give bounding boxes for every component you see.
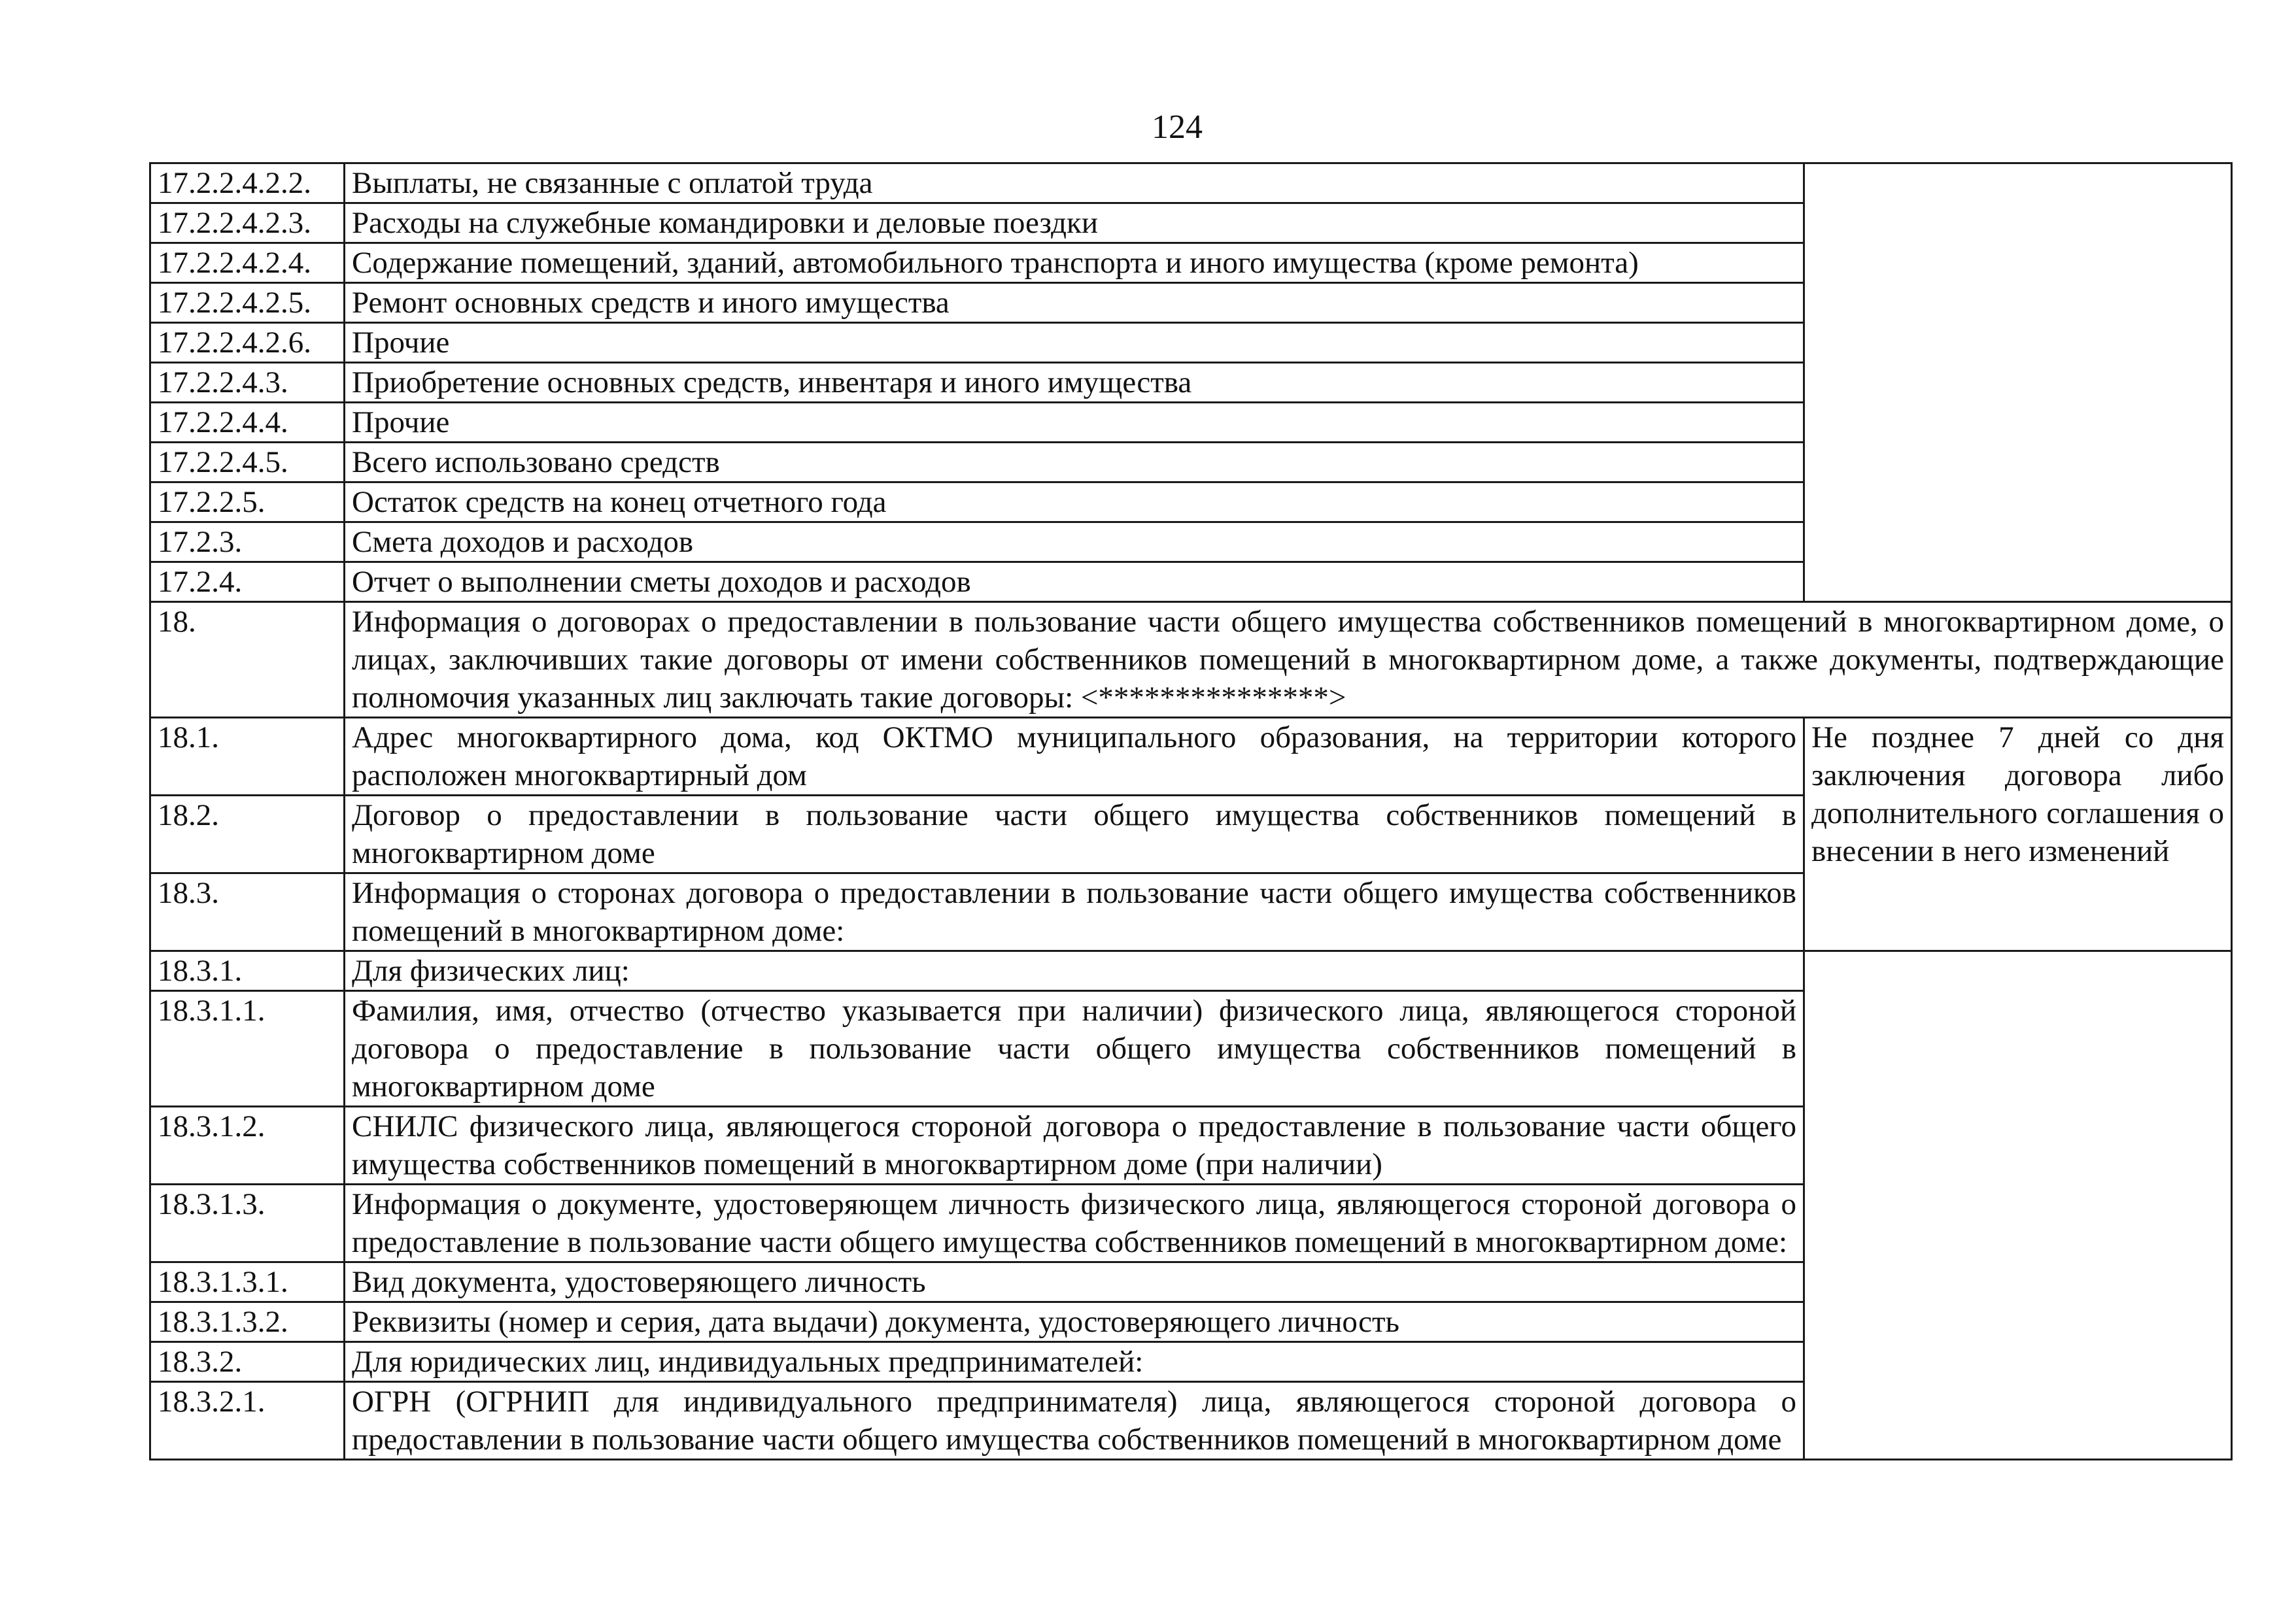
row-text: Прочие [345, 403, 1804, 443]
row-number: 17.2.2.5. [150, 482, 345, 522]
table-row [150, 951, 2232, 991]
row-number: 18.3.1.3.2. [150, 1302, 345, 1342]
term-cell-continuation [1804, 951, 2232, 1460]
row-number: 18.3.2.1. [150, 1382, 345, 1460]
row-text: Вид документа, удостоверяющего личность [345, 1262, 1804, 1302]
row-text: Остаток средств на конец отчетного года [345, 482, 1804, 522]
row-text: Прочие [345, 323, 1804, 363]
section-title: Информация о договорах о предоставлении в пользование части общего имущества собственников помещений в многоквартирном доме, о лицах, заключивших такие договоры от имени собственников помещений в многоквартирном доме, а также документы, подтверждающие полномочия указанных лиц заключать такие договоры: <***************> [345, 602, 2232, 718]
row-number: 18.3.1.2. [150, 1107, 345, 1185]
section-number: 18. [150, 602, 345, 718]
row-text: Информация о сторонах договора о предоставлении в пользование части общего имущества собственников помещений в многоквартирном доме: [345, 873, 1804, 951]
disclosure-table [149, 162, 2233, 1460]
row-number: 17.2.2.4.2.5. [150, 283, 345, 323]
row-text: Для физических лиц: [345, 951, 1804, 991]
row-text: Договор о предоставлении в пользование части общего имущества собственников помещений в многоквартирном доме [345, 796, 1804, 873]
row-text: Реквизиты (номер и серия, дата выдачи) документа, удостоверяющего личность [345, 1302, 1804, 1342]
row-text: Ремонт основных средств и иного имущества [345, 283, 1804, 323]
row-text: ОГРН (ОГРНИП для индивидуального предпринимателя) лица, являющегося стороной договора о предоставлении в пользование части общего имущества собственников помещений в многоквартирном доме [345, 1382, 1804, 1460]
row-text: Выплаты, не связанные с оплатой труда [345, 163, 1804, 203]
row-number: 18.3.1. [150, 951, 345, 991]
row-number: 17.2.2.4.2.3. [150, 203, 345, 243]
row-number: 17.2.2.4.3. [150, 363, 345, 403]
row-text: Смета доходов и расходов [345, 522, 1804, 562]
term-cell: Не позднее 7 дней со дня заключения договора либо дополнительного соглашения о внесении в него изменений [1804, 718, 2232, 951]
row-number: 18.3. [150, 873, 345, 951]
table-row [150, 718, 2232, 796]
row-number: 17.2.2.4.2.2. [150, 163, 345, 203]
row-number: 18.3.2. [150, 1342, 345, 1382]
row-number: 17.2.3. [150, 522, 345, 562]
row-text: Всего использовано средств [345, 443, 1804, 482]
row-number: 17.2.2.4.2.6. [150, 323, 345, 363]
page-number: 124 [1152, 109, 1203, 146]
row-number: 18.3.1.3.1. [150, 1262, 345, 1302]
table-row [150, 163, 2232, 203]
row-number: 17.2.2.4.2.4. [150, 243, 345, 283]
row-text: Приобретение основных средств, инвентаря и иного имущества [345, 363, 1804, 403]
row-text: Информация о документе, удостоверяющем личность физического лица, являющегося стороной договора о предоставление в пользование части общего имущества собственников помещений в многоквартирном доме: [345, 1185, 1804, 1262]
row-text: Для юридических лиц, индивидуальных предпринимателей: [345, 1342, 1804, 1382]
row-number: 17.2.2.4.4. [150, 403, 345, 443]
row-number: 17.2.4. [150, 562, 345, 602]
row-number: 18.1. [150, 718, 345, 796]
row-number: 18.2. [150, 796, 345, 873]
row-number: 18.3.1.1. [150, 991, 345, 1107]
row-text: Фамилия, имя, отчество (отчество указывается при наличии) физического лица, являющегося стороной договора о предоставление в пользование части общего имущества собственников помещений в многоквартирном доме [345, 991, 1804, 1107]
term-cell-empty [1804, 163, 2232, 602]
row-text: Расходы на служебные командировки и деловые поездки [345, 203, 1804, 243]
row-text: Содержание помещений, зданий, автомобильного транспорта и иного имущества (кроме ремонта) [345, 243, 1804, 283]
row-text: СНИЛС физического лица, являющегося стороной договора о предоставление в пользование части общего имущества собственников помещений в многоквартирном доме (при наличии) [345, 1107, 1804, 1185]
section-header-row [150, 602, 2232, 718]
row-text: Адрес многоквартирного дома, код ОКТМО муниципального образования, на территории которого расположен многоквартирный дом [345, 718, 1804, 796]
row-number: 18.3.1.3. [150, 1185, 345, 1262]
row-number: 17.2.2.4.5. [150, 443, 345, 482]
row-text: Отчет о выполнении сметы доходов и расходов [345, 562, 1804, 602]
